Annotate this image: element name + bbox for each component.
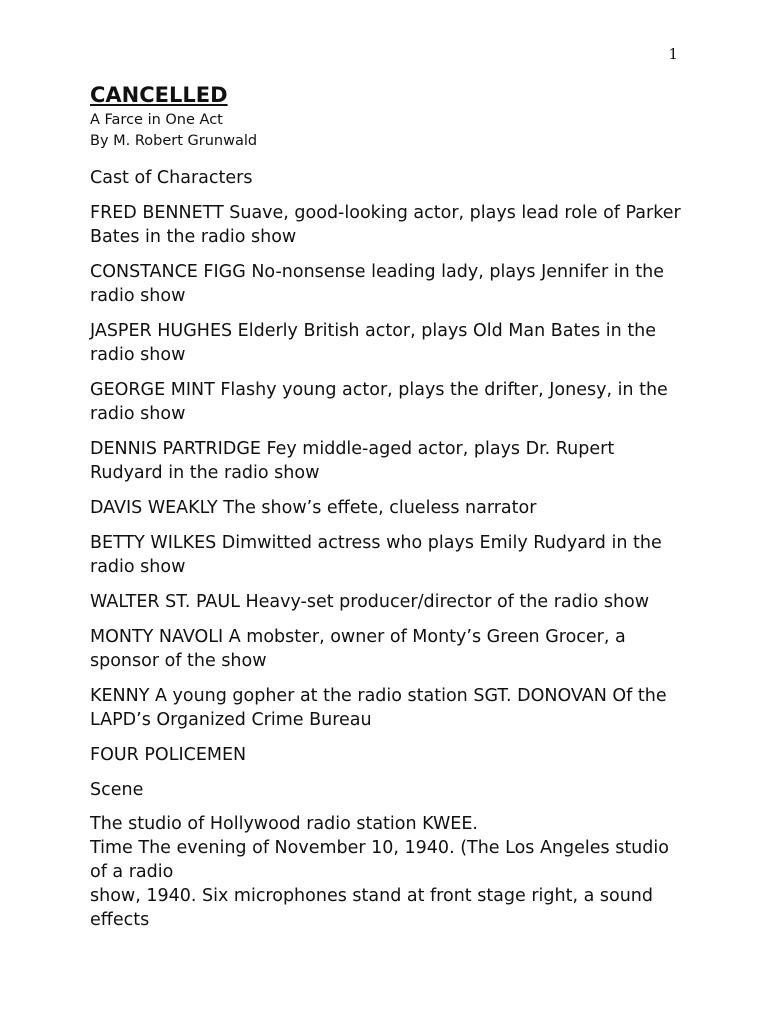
cast-heading: Cast of Characters <box>90 168 253 188</box>
cast-entry: GEORGE MINT Flashy young actor, plays the drifter, Jonesy, in the radio show <box>90 380 668 424</box>
play-title: CANCELLED <box>90 83 228 107</box>
cast-entry: BETTY WILKES Dimwitted actress who plays Emily Rudyard in the radio show <box>90 533 662 577</box>
cast-entry: FOUR POLICEMEN <box>90 745 247 765</box>
author-byline: By M. Robert Grunwald <box>90 133 258 149</box>
cast-entry: DAVIS WEAKLY The show’s effete, clueless narrator <box>90 498 537 518</box>
scene-line: Time The evening of November 10, 1940. (The Los Angeles studio of a radio <box>90 838 669 882</box>
scene-description <box>90 812 690 932</box>
cast-list <box>90 201 690 767</box>
cast-entry: MONTY NAVOLI A mobster, owner of Monty’s Green Grocer, a sponsor of the show <box>90 627 626 671</box>
page-number: 1 <box>668 45 678 63</box>
scene-line: show, 1940. Six microphones stand at front stage right, a sound effects <box>90 886 653 930</box>
scene-line: The studio of Hollywood radio station KWEE. <box>90 814 478 834</box>
scene-heading: Scene <box>90 780 144 800</box>
play-subtitle: A Farce in One Act <box>90 112 223 128</box>
cast-entry: JASPER HUGHES Elderly British actor, plays Old Man Bates in the radio show <box>90 321 657 365</box>
cast-entry: DENNIS PARTRIDGE Fey middle-aged actor, plays Dr. Rupert Rudyard in the radio show <box>90 439 615 483</box>
cast-entry: KENNY A young gopher at the radio station SGT. DONOVAN Of the LAPD’s Organized Crime Bureau <box>90 686 667 730</box>
document-body <box>90 80 690 932</box>
cast-entry: CONSTANCE FIGG No-nonsense leading lady, plays Jennifer in the radio show <box>90 262 664 306</box>
cast-entry: WALTER ST. PAUL Heavy-set producer/director of the radio show <box>90 592 650 612</box>
cast-entry: FRED BENNETT Suave, good-looking actor, plays lead role of Parker Bates in the radio show <box>90 203 681 247</box>
